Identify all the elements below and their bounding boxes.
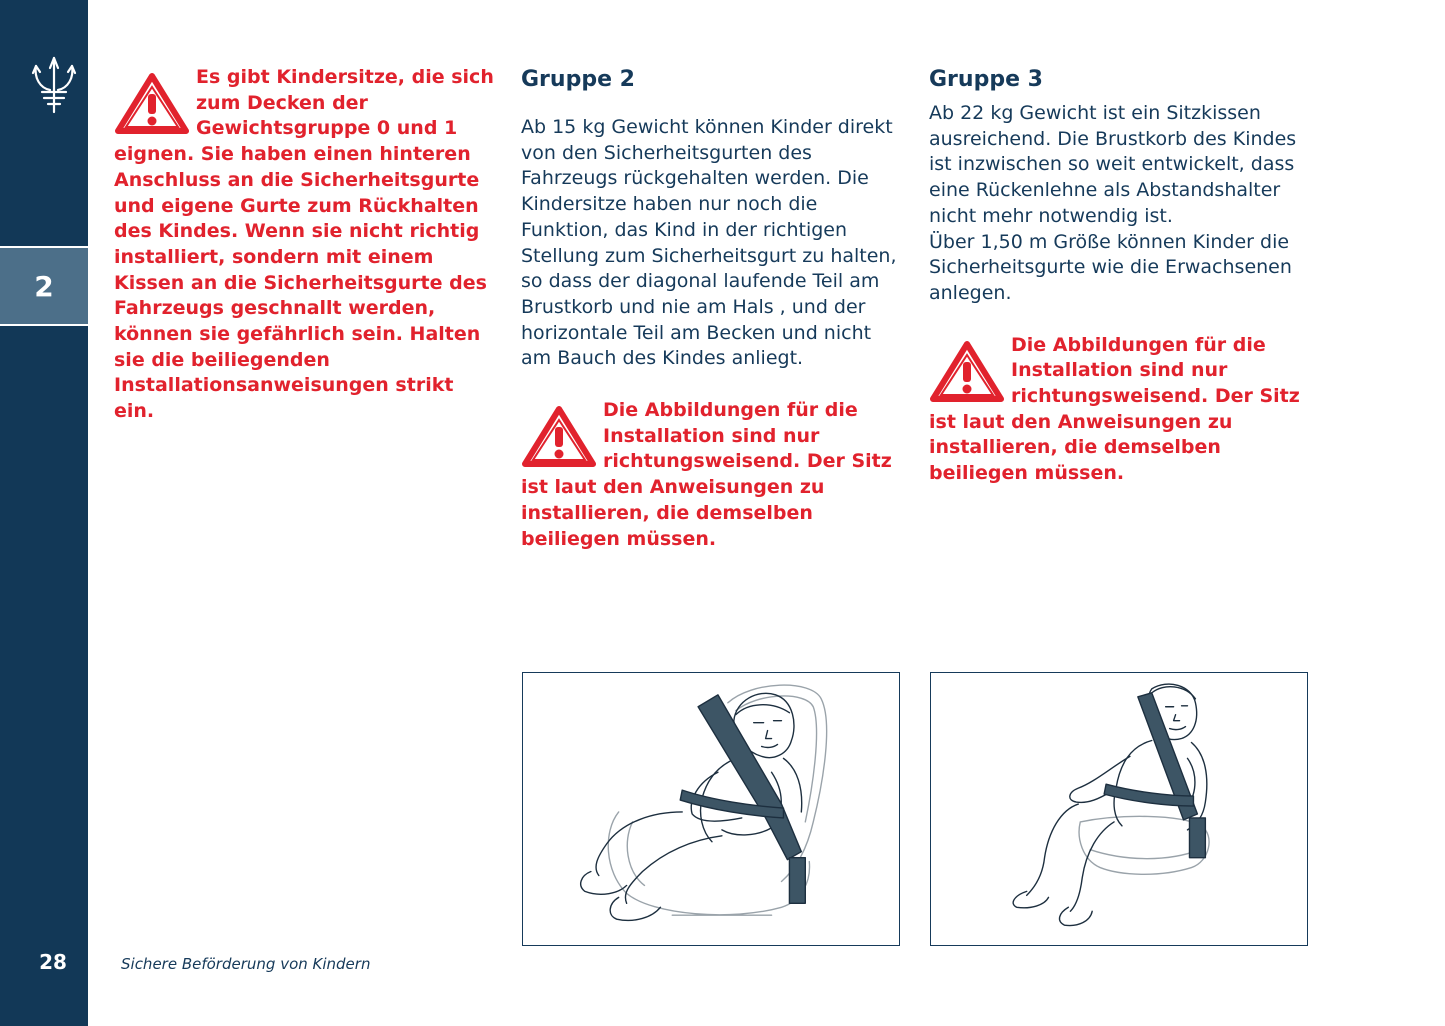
body-line: Über 1,50 m Größe können Kinder die Sicherheitsgurte wie die Erwachsenen anlegen.	[929, 230, 1292, 304]
warning-block-2	[521, 398, 905, 552]
warning-triangle-icon	[929, 339, 1005, 403]
heading-gruppe-2: Gruppe 2	[521, 67, 635, 92]
warning-triangle-icon	[114, 71, 190, 135]
illustration-gruppe-2	[522, 672, 900, 946]
illustration-gruppe-3	[930, 672, 1308, 946]
footer-title: Sichere Beförderung von Kindern	[121, 955, 371, 973]
trident-logo-icon	[28, 54, 80, 116]
chapter-number-box	[0, 246, 88, 326]
heading-gruppe-3: Gruppe 3	[929, 67, 1043, 92]
warning-text: Die Abbildungen für die Installation sind nur richtungsweisend. Der Sitz ist laut den Anweisungen zu installieren, die demselben beiliegen müssen.	[521, 399, 892, 550]
child-seat-illustration	[523, 673, 899, 945]
column-1	[114, 65, 498, 425]
chapter-number: 2	[34, 269, 54, 303]
page-number: 28	[39, 950, 67, 974]
column-3	[929, 65, 1313, 487]
warning-triangle-icon	[521, 404, 597, 468]
warning-text: Die Abbildungen für die Installation sind nur richtungsweisend. Der Sitz ist laut den Anweisungen zu installieren, die demselben beiliegen müssen.	[929, 333, 1300, 485]
warning-block-3	[929, 333, 1313, 487]
warning-text: Es gibt Kindersitze, die sich zum Decken der Gewichtsgruppe 0 und 1 eignen. Sie haben einen hinteren Anschluss an die Sicherheitsgurte und eigene Gurte zum Rückhalten des Kindes. Wenn sie nicht richtig installiert, sondern mit einem Kissen an die Sicherheitsgurte des Fahrzeugs geschnallt werden, können sie gefährlich sein. Halten sie die beiliegenden Installationsanweisungen strikt ein.	[114, 66, 494, 423]
warning-block-1	[114, 65, 498, 425]
booster-cushion-illustration	[931, 673, 1307, 945]
body-text-gruppe-3	[929, 101, 1313, 307]
sidebar	[0, 0, 88, 1026]
column-2	[521, 65, 905, 552]
body-line: Ab 22 kg Gewicht ist ein Sitzkissen ausreichend. Die Brustkorb des Kindes ist inzwischen so weit entwickelt, dass eine Rückenlehne als Abstandshalter nicht mehr notwendig ist.	[929, 102, 1297, 227]
body-text-gruppe-2: Ab 15 kg Gewicht können Kinder direkt von den Sicherheitsgurten des Fahrzeugs rückgehalten werden. Die Kindersitze haben nur noch die Funktion, das Kind in der richtigen Stellung zum Sicherheitsgurt zu halten, so dass der diagonal laufende Teil am Brustkorb und nie am Hals , und der horizontale Teil am Becken und nicht am Bauch des Kindes anliegt.	[521, 116, 897, 370]
